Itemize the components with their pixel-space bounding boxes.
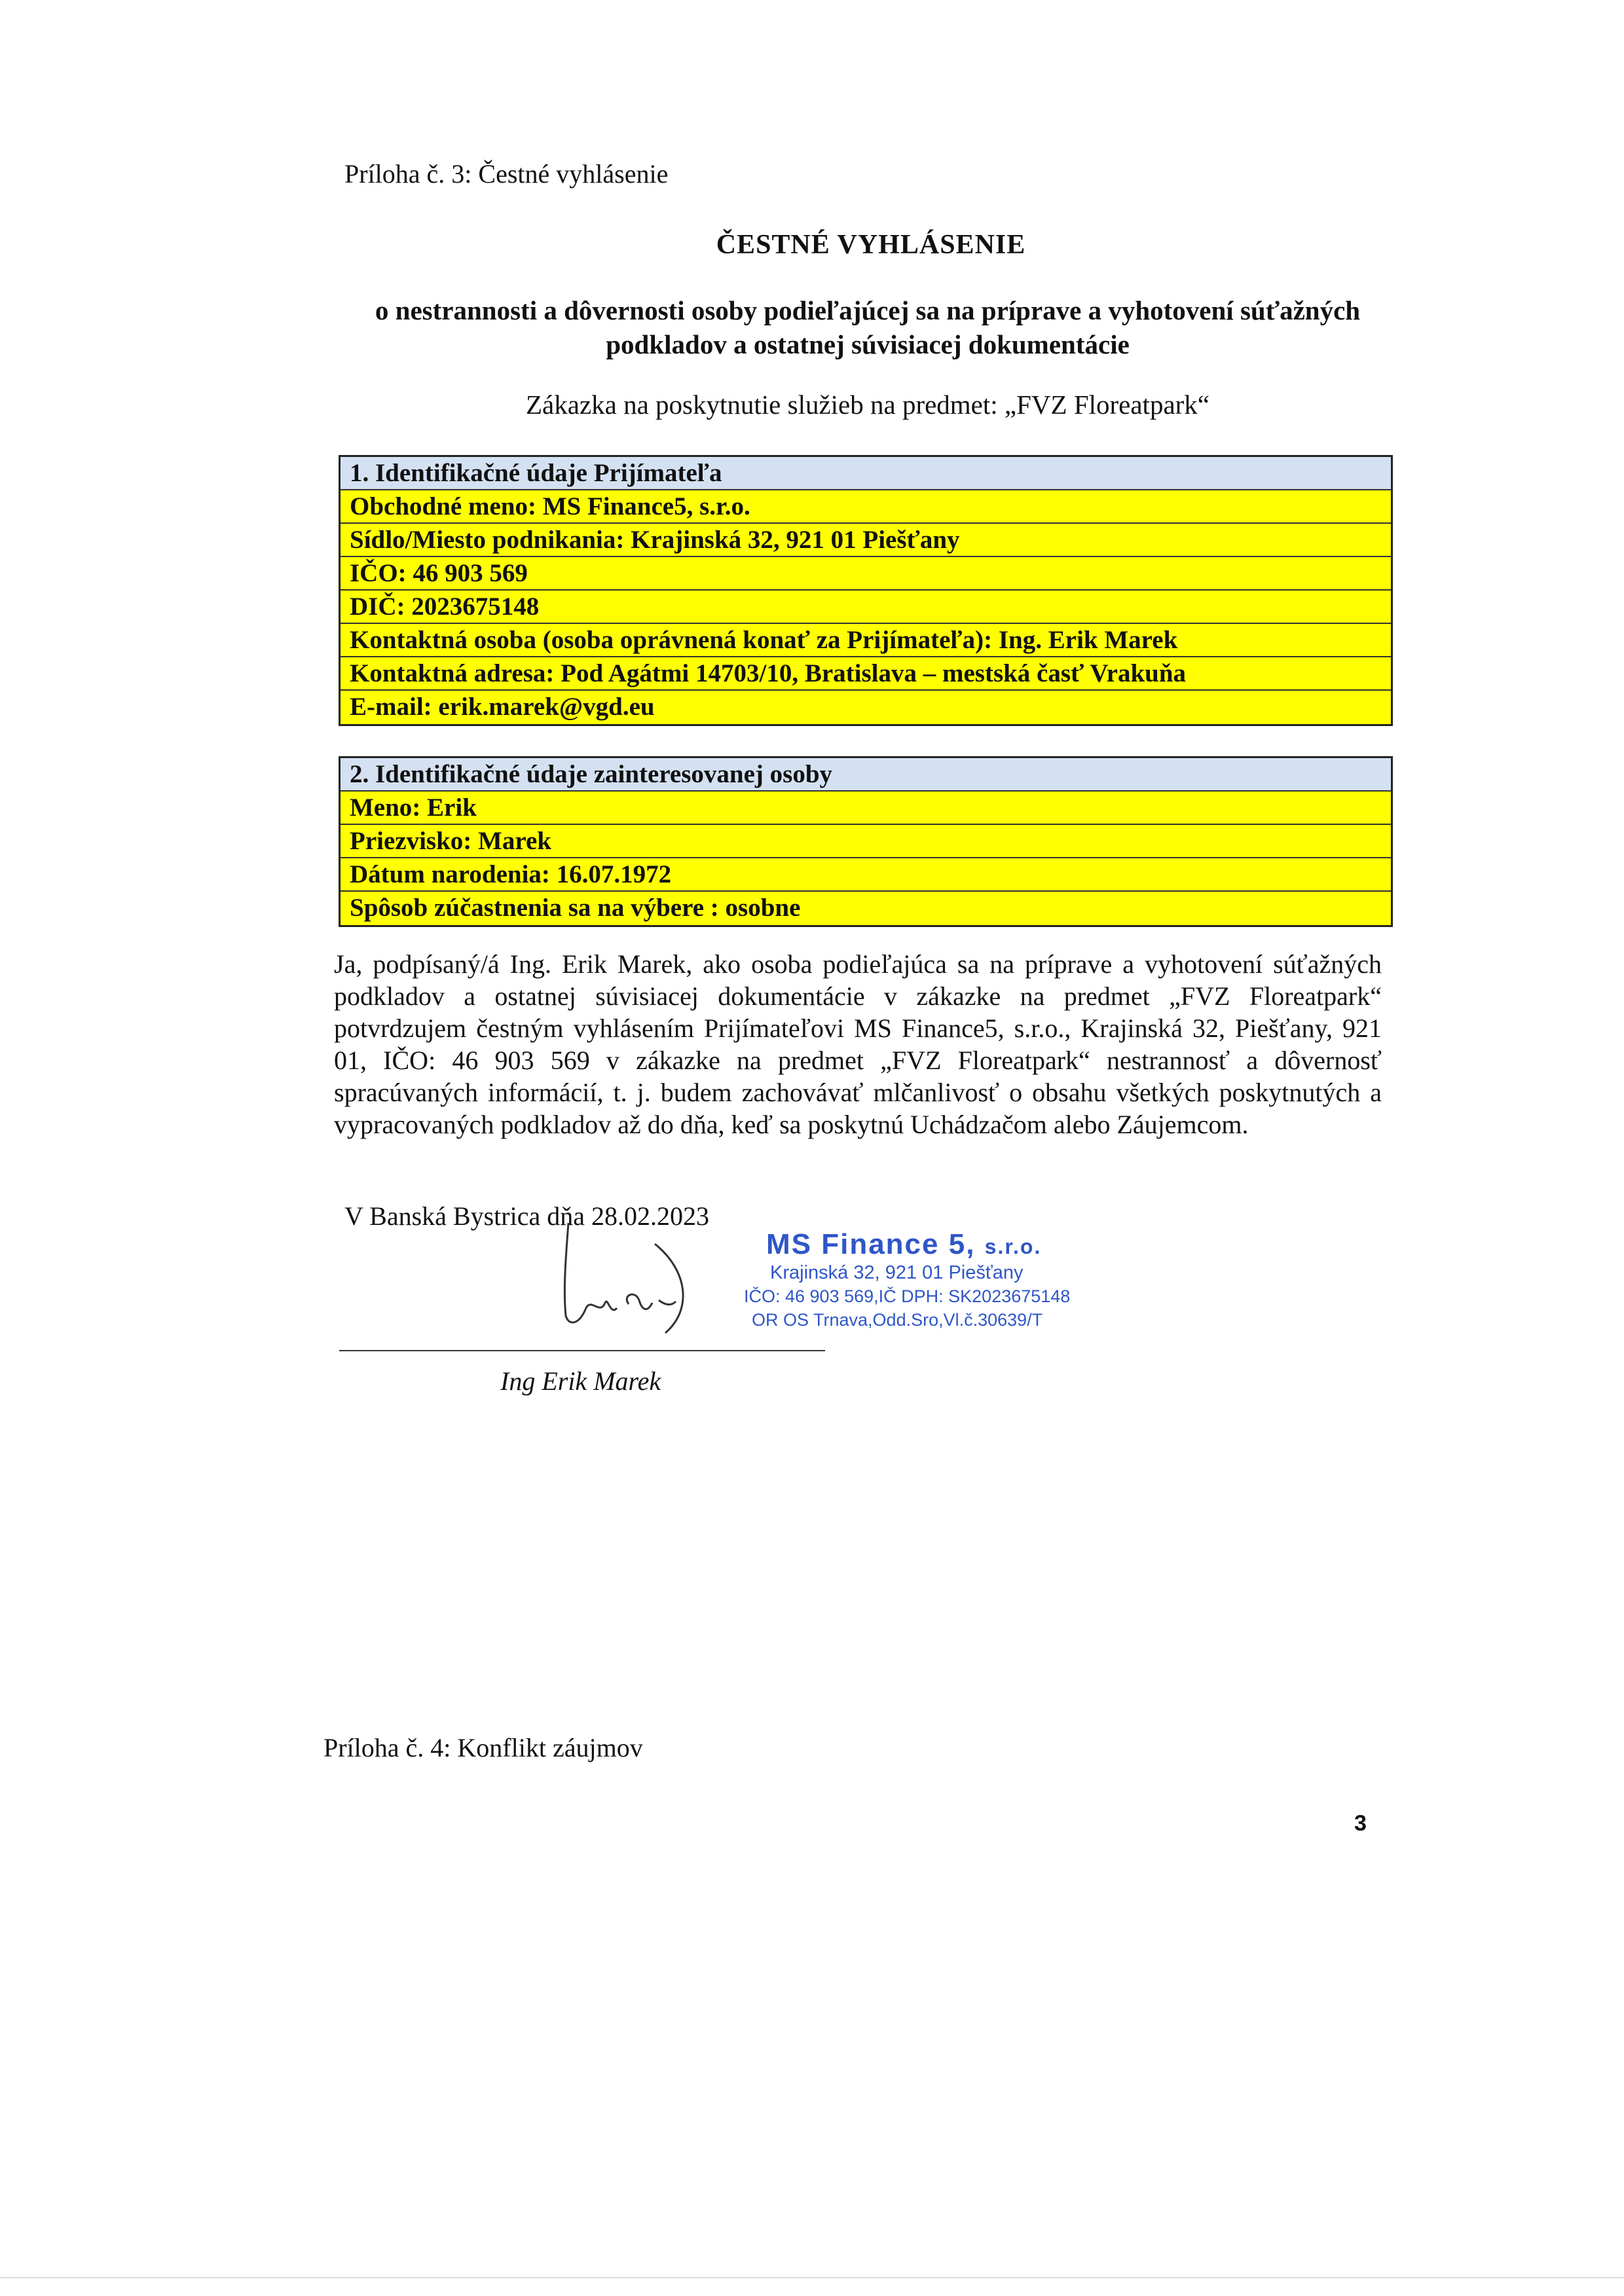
person-surname: Priezvisko: Marek <box>341 825 1391 858</box>
annex-header: Príloha č. 3: Čestné vyhlásenie <box>344 159 669 189</box>
recipient-dic: DIČ: 2023675148 <box>341 591 1391 624</box>
interested-person-heading: 2. Identifikačné údaje zainteresovanej osoby <box>341 758 1391 792</box>
stamp-company-name <box>766 1228 1080 1261</box>
stamp-name-text: MS Finance 5, <box>766 1228 976 1260</box>
signature-line <box>339 1350 825 1351</box>
recipient-ico: IČO: 46 903 569 <box>341 557 1391 591</box>
recipient-contact-person: Kontaktná osoba (osoba oprávnená konať za Prijímateľa): Ing. Erik Marek <box>341 624 1391 657</box>
stamp-register: OR OS Trnava,Odd.Sro,Vl.č.30639/T <box>752 1310 1043 1330</box>
place-and-date: V Banská Bystrica dňa 28.02.2023 <box>344 1201 709 1231</box>
recipient-details-table <box>339 455 1393 726</box>
recipient-address: Sídlo/Miesto podnikania: Krajinská 32, 921 01 Piešťany <box>341 524 1391 557</box>
person-first-name: Meno: Erik <box>341 792 1391 825</box>
page-bottom-rule <box>0 2277 1624 2278</box>
company-stamp <box>740 1228 1080 1332</box>
subtitle-line-2: podkladov a ostatnej súvisiacej dokumentácie <box>606 329 1130 359</box>
document-subtitle <box>341 293 1395 361</box>
person-participation: Spôsob zúčastnenia sa na výbere : osobne <box>341 892 1391 925</box>
annex-footer: Príloha č. 4: Konflikt záujmov <box>323 1733 643 1762</box>
stamp-ids: IČO: 46 903 569,IČ DPH: SK2023675148 <box>744 1286 1071 1306</box>
declaration-text: Ja, podpísaný/á Ing. Erik Marek, ako osoba podieľajúca sa na príprave a vyhotovení súťažných podkladov a ostatnej súvisiacej dokumentácie v zákazke na predmet „FVZ Floreatpark“ potvrdzujem čestným vyhlásením Prijímateľovi MS Finance5, s.r.o., Krajinská 32, Piešťany, 921 01, IČO: 46 903 569 v zákazke na predmet „FVZ Floreatpark“ nestrannosť a dôvernosť spracúvaných informácií, t. j. budem zachovávať mlčanlivosť o obsahu všetkých poskytnutých a vypracovaných podkladov až do dňa, keď sa poskytnú Uchádzačom alebo Záujemcom. <box>334 949 1382 1139</box>
document-title: ČESTNÉ VYHLÁSENIE <box>716 230 1026 260</box>
stamp-name-suffix: s.r.o. <box>984 1235 1042 1258</box>
subtitle-line-1: o nestrannosti a dôvernosti osoby podieľajúcej sa na príprave a vyhotovení súťažných <box>375 295 1361 325</box>
recipient-business-name: Obchodné meno: MS Finance5, s.r.o. <box>341 490 1391 524</box>
person-birth-date: Dátum narodenia: 16.07.1972 <box>341 858 1391 892</box>
signature-image <box>537 1218 707 1336</box>
signer-name: Ing Erik Marek <box>500 1366 661 1396</box>
recipient-email: E-mail: erik.marek@vgd.eu <box>341 691 1391 724</box>
interested-person-table <box>339 756 1393 927</box>
page-number: 3 <box>1354 1811 1367 1836</box>
stamp-address: Krajinská 32, 921 01 Piešťany <box>770 1262 1024 1283</box>
contract-subject: Zákazka na poskytnutie služieb na predmet: „FVZ Floreatpark“ <box>526 390 1209 420</box>
recipient-contact-address: Kontaktná adresa: Pod Agátmi 14703/10, Bratislava – mestská časť Vrakuňa <box>341 657 1391 691</box>
recipient-details-heading: 1. Identifikačné údaje Prijímateľa <box>341 457 1391 490</box>
